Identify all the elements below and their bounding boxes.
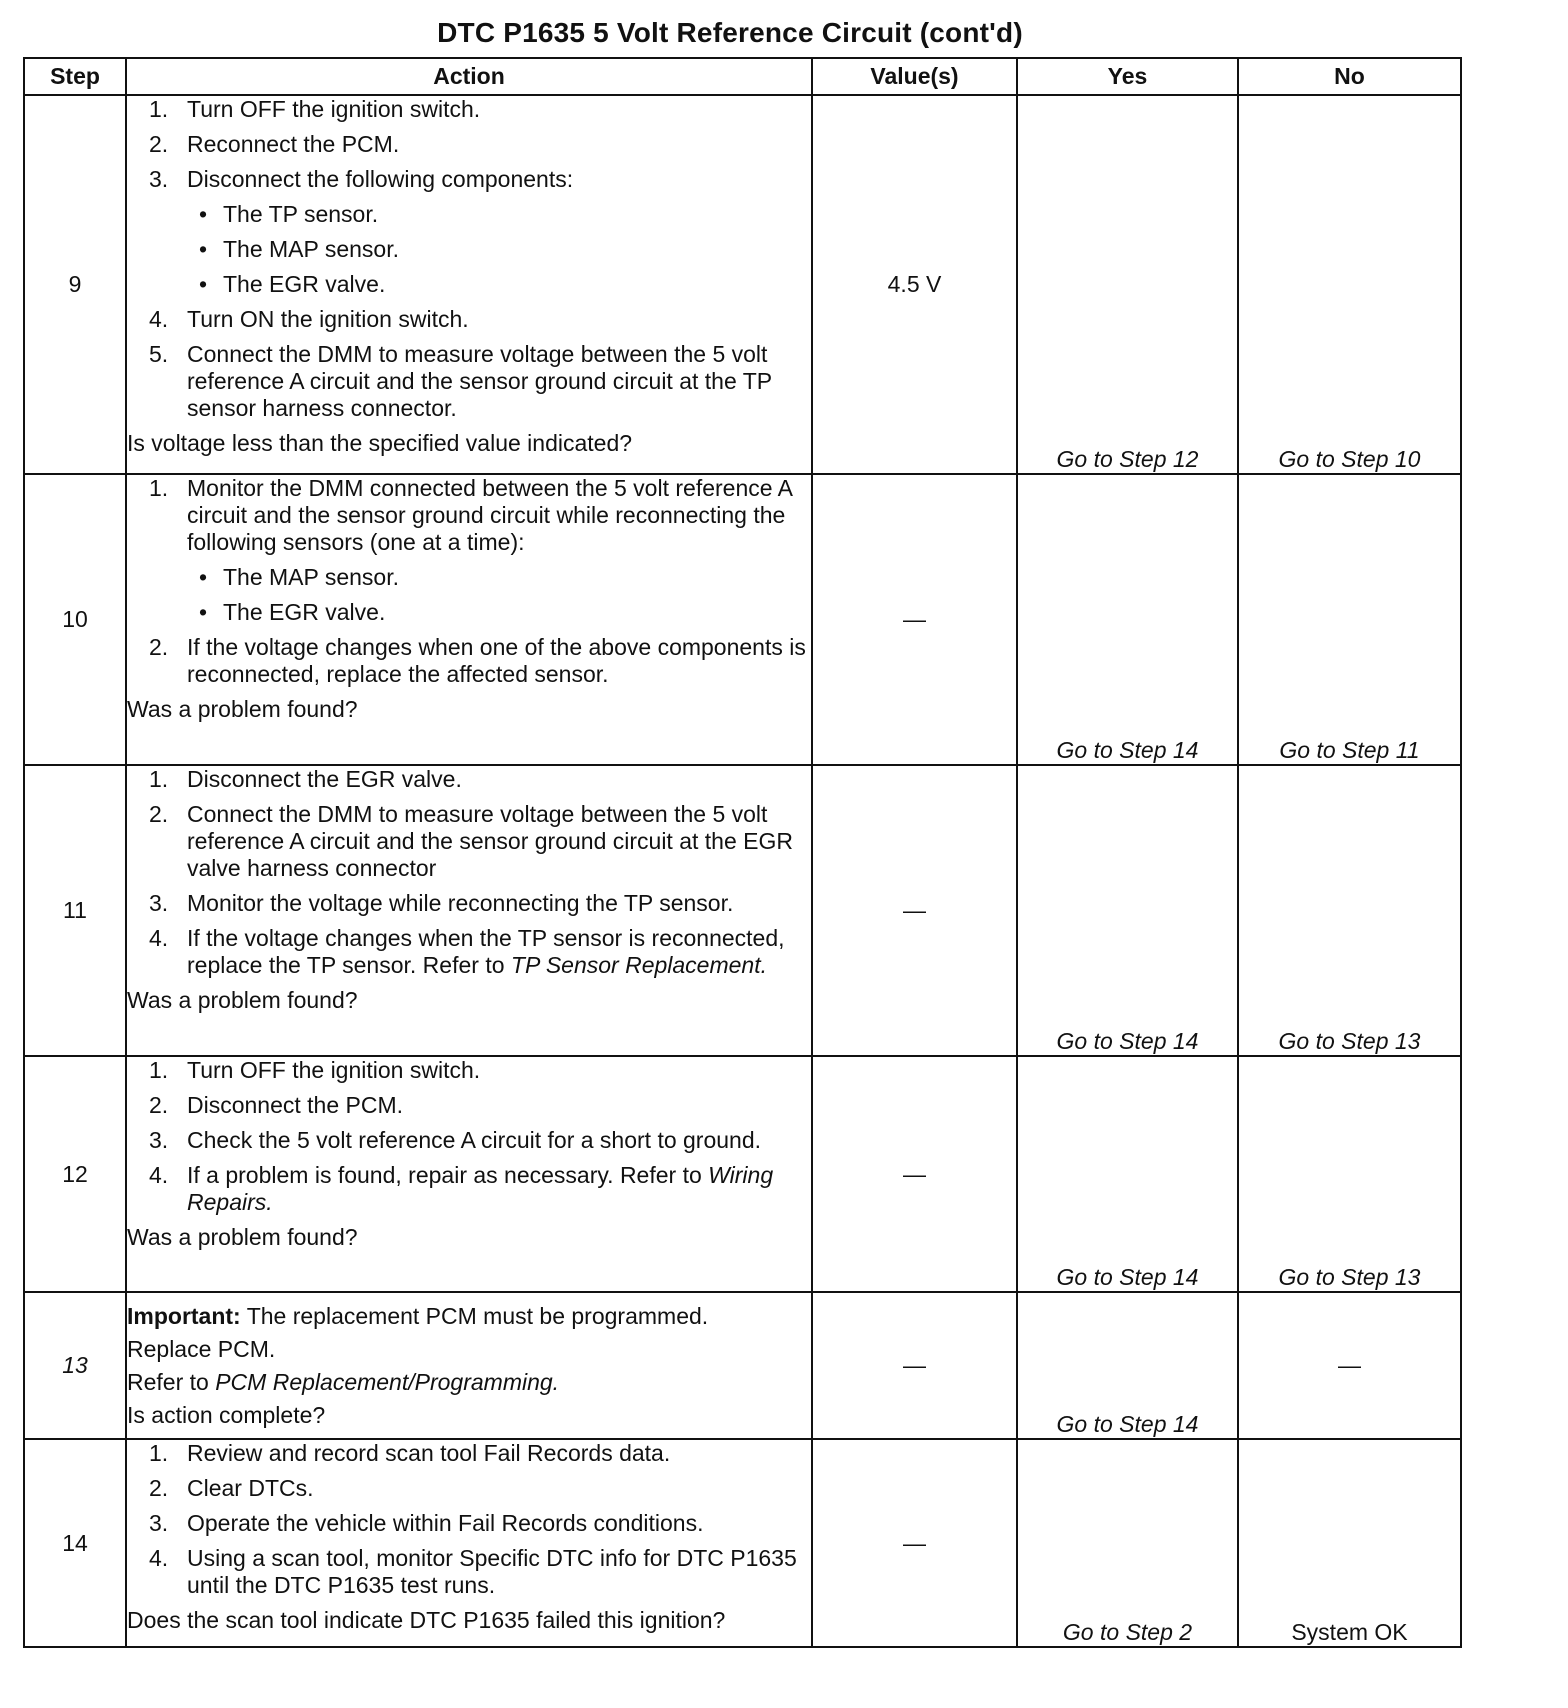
- goto-link: Go to Step 13: [1278, 1264, 1421, 1290]
- yes-cell: [1017, 765, 1238, 1056]
- yes-cell: [1017, 95, 1238, 474]
- action-item: 3. Disconnect the following components:: [149, 166, 574, 192]
- action-item: 3. Monitor the voltage while reconnecting the TP sensor.: [149, 890, 734, 916]
- action-bullet: • The MAP sensor.: [199, 236, 399, 262]
- goto-link: Go to Step 12: [1056, 446, 1199, 472]
- step-number: 11: [24, 765, 126, 1056]
- goto-link: Go to Step 10: [1278, 446, 1421, 472]
- yes-cell: [1017, 474, 1238, 765]
- table-row: [24, 474, 1461, 765]
- reference-link: PCM Replacement/Programming.: [215, 1369, 560, 1395]
- step-number: 14: [24, 1439, 126, 1647]
- no-cell: [1238, 474, 1461, 765]
- action-question: Was a problem found?: [127, 696, 358, 722]
- action-cell: [126, 765, 812, 1056]
- goto-link: Go to Step 11: [1279, 737, 1420, 763]
- action-item: 4. Turn ON the ignition switch.: [149, 306, 469, 332]
- header-yes: Yes: [1017, 58, 1238, 95]
- header-no: No: [1238, 58, 1461, 95]
- action-bullet: • The EGR valve.: [199, 271, 386, 297]
- action-item: 1. Turn OFF the ignition switch.: [149, 96, 481, 122]
- value-cell: —: [812, 1439, 1017, 1647]
- action-question: Was a problem found?: [127, 987, 358, 1013]
- action-cell: [126, 1056, 812, 1292]
- step-number: 9: [24, 95, 126, 474]
- table-row: [24, 1439, 1461, 1647]
- action-bullet: • The TP sensor.: [199, 201, 379, 227]
- action-line: Replace PCM.: [127, 1336, 276, 1362]
- action-cell: [126, 95, 812, 474]
- no-cell: System OK: [1238, 1439, 1461, 1647]
- header-step: Step: [24, 58, 126, 95]
- action-bullet: • The MAP sensor.: [199, 564, 399, 590]
- no-cell: [1238, 1056, 1461, 1292]
- table-row: [24, 765, 1461, 1056]
- yes-cell: [1017, 1056, 1238, 1292]
- value-cell: —: [812, 474, 1017, 765]
- goto-link: Go to Step 14: [1056, 1264, 1199, 1290]
- action-line: Refer to PCM Replacement/Programming.: [127, 1369, 560, 1395]
- action-item: 2. Clear DTCs.: [149, 1475, 314, 1501]
- action-item: 3. Operate the vehicle within Fail Records conditions.: [149, 1510, 704, 1536]
- action-cell: [126, 474, 812, 765]
- yes-cell: [1017, 1439, 1238, 1647]
- value-cell: —: [812, 1292, 1017, 1439]
- no-cell: [1238, 765, 1461, 1056]
- header-row: [24, 58, 1461, 95]
- goto-link: Go to Step 14: [1056, 1411, 1199, 1437]
- action-item: 4. If a problem is found, repair as necessary. Refer to Wiring Repairs.: [149, 1162, 774, 1215]
- important-label: Important:: [127, 1303, 241, 1329]
- dtc-table: [23, 57, 1462, 1648]
- table-row: [24, 95, 1461, 474]
- action-cell: [126, 1439, 812, 1647]
- action-item: 1. Monitor the DMM connected between the 5 volt reference A circuit and the sensor ground circuit while reconnecting the following sensors (one at a time):: [149, 475, 792, 555]
- action-item: 1. Review and record scan tool Fail Records data.: [149, 1440, 671, 1466]
- header-values: Value(s): [812, 58, 1017, 95]
- action-item: 2. Reconnect the PCM.: [149, 131, 400, 157]
- action-cell: [126, 1292, 812, 1439]
- value-cell: 4.5 V: [812, 95, 1017, 474]
- action-question: Is action complete?: [127, 1402, 326, 1428]
- table-row: [24, 1292, 1461, 1439]
- step-number: 12: [24, 1056, 126, 1292]
- goto-link: Go to Step 14: [1056, 737, 1199, 763]
- action-item: 3. Check the 5 volt reference A circuit for a short to ground.: [149, 1127, 762, 1153]
- page-title: DTC P1635 5 Volt Reference Circuit (cont'd): [437, 17, 1023, 48]
- action-item: 2. If the voltage changes when one of the above components is reconnected, replace the affected sensor.: [149, 634, 806, 687]
- goto-link: Go to Step 13: [1278, 1028, 1421, 1054]
- reference-link: TP Sensor Replacement.: [510, 952, 767, 978]
- yes-cell: [1017, 1292, 1238, 1439]
- goto-link: Go to Step 14: [1056, 1028, 1199, 1054]
- step-number: 13: [24, 1292, 126, 1439]
- action-question: Does the scan tool indicate DTC P1635 failed this ignition?: [127, 1607, 726, 1633]
- no-cell: [1238, 95, 1461, 474]
- goto-link: Go to Step 2: [1062, 1619, 1193, 1645]
- action-item: 2. Connect the DMM to measure voltage between the 5 volt reference A circuit and the sensor ground circuit at the EGR valve harness connector: [149, 801, 793, 881]
- action-question: Is voltage less than the specified value indicated?: [127, 430, 633, 456]
- action-item: 4. If the voltage changes when the TP sensor is reconnected, replace the TP sensor. Refer to TP Sensor Replacement.: [149, 925, 785, 978]
- action-item: 2. Disconnect the PCM.: [149, 1092, 404, 1118]
- action-item: 1. Turn OFF the ignition switch.: [149, 1057, 481, 1083]
- action-bullet: • The EGR valve.: [199, 599, 386, 625]
- action-item: 5. Connect the DMM to measure voltage between the 5 volt reference A circuit and the sensor ground circuit at the TP sensor harness connector.: [149, 341, 772, 421]
- value-cell: —: [812, 1056, 1017, 1292]
- value-cell: —: [812, 765, 1017, 1056]
- action-item: 4. Using a scan tool, monitor Specific DTC info for DTC P1635 until the DTC P1635 test runs.: [149, 1545, 797, 1598]
- step-number: 10: [24, 474, 126, 765]
- action-question: Was a problem found?: [127, 1224, 358, 1250]
- table-row: [24, 1056, 1461, 1292]
- reference-link: Wiring Repairs.: [187, 1162, 774, 1215]
- no-cell: —: [1238, 1292, 1461, 1439]
- header-action: Action: [126, 58, 812, 95]
- important-note: Important: The replacement PCM must be programmed.: [127, 1303, 709, 1329]
- action-item: 1. Disconnect the EGR valve.: [149, 766, 462, 792]
